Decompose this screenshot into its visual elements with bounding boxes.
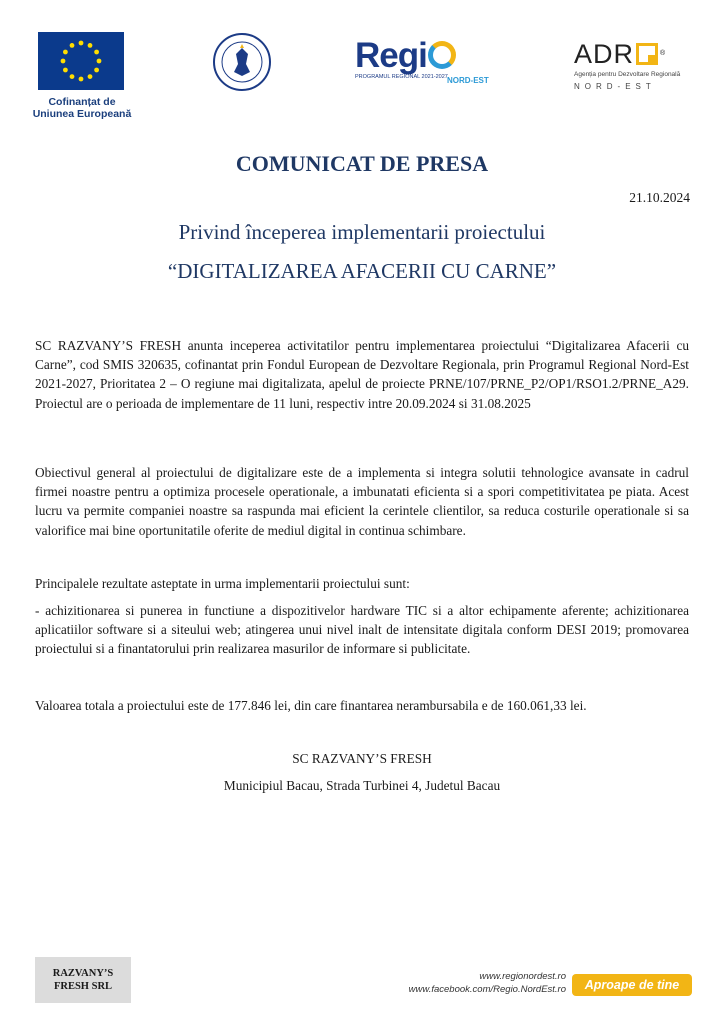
page-title: COMUNICAT DE PRESA — [235, 151, 489, 176]
adr-logo — [574, 40, 694, 100]
regio-o-icon — [428, 41, 456, 69]
regio-region-text: NORD-EST — [447, 76, 489, 85]
eu-text-line1: Cofinanțat de — [48, 96, 116, 108]
logo-bar — [0, 30, 724, 120]
footer-facebook-link[interactable]: www.facebook.com/Regio.NordEst.ro — [408, 984, 566, 995]
adr-region-text: NORD-EST — [574, 82, 656, 91]
eu-cofinancing-text — [32, 96, 132, 120]
paragraph-intro: SC RAZVANY’S FRESH anunta inceperea activitatilor pentru implementarea proiectului “Digitalizarea Afacerii cu Carne”, cod SMIS 320635, cofinantat prin Fondul European de Dezvoltare Regionala, prin Programul Regional Nord-Est 2021-2027, Prioritatea 2 – O regiune mai digitalizata, apelul de proiecte PRNE/107/PRNE_P2/OP1/RSO1.2/PRNE_A29. Proiectul are o perioada de implementare de 11 luni, respectiv intre 20.09.2024 si 31.08.2025 — [35, 338, 689, 411]
adr-wordmark: ADR — [574, 39, 635, 69]
eu-text-line2: Uniunea Europeană — [32, 108, 132, 120]
signature-company: SC RAZVANY’S FRESH — [292, 751, 432, 766]
footer-links — [390, 970, 566, 996]
paragraph-results-heading: Principalele rezultate asteptate in urma implementarii proiectului sunt: — [35, 576, 410, 591]
adr-agency-text: Agenția pentru Dezvoltare Regională — [574, 71, 681, 78]
footer-tagline-badge: Aproape de tine — [572, 974, 692, 996]
regio-program-text: PROGRAMUL REGIONAL 2021-2027 — [355, 74, 448, 80]
paragraph-objective: Obiectivul general al proiectului de digitalizare este de a implementa si integra solutii tehnologice avansate in cadrul firmei noastre pentru a optimiza procesele operationale, a imbunatati eficienta si a spori competitivitatea pe piata. Acest lucru va permite companiei noastre sa raspunda mai eficient la cerintele clientilor, sa reduca costurile operationale si sa valorifice mai bine oportunitatile oferite de mediul digital in continua schimbare. — [35, 465, 689, 538]
stamp-line2: FRESH SRL — [53, 981, 113, 992]
eu-flag-icon — [38, 32, 124, 90]
government-seal-icon — [212, 32, 272, 92]
subtitle-project-name: “DIGITALIZAREA AFACERII CU CARNE” — [167, 259, 557, 283]
eu-logo — [32, 32, 132, 120]
footer-website-link[interactable]: www.regionordest.ro — [479, 971, 566, 982]
paragraph-value: Valoarea totala a proiectului este de 177.846 lei, din care finantarea nerambursabila e de 160.061,33 lei. — [35, 698, 587, 713]
paragraph-results: - achizitionarea si punerea in functiune a dispozitivelor hardware TIC si a altor echipamente aferente; achizitionarea aplicatiilor software si a siteului web; atingerea unui nivel inalt de intensitate digitala conform DESI 2019; promovarea proiectului si a finantatorului prin realizarea masurilor de informare si publicitate. — [35, 603, 689, 657]
regio-logo — [355, 38, 495, 94]
press-date: 21.10.2024 — [629, 190, 690, 205]
signature-address: Municipiul Bacau, Strada Turbinei 4, Judetul Bacau — [223, 778, 501, 793]
stamp-line1: RAZVANY’S — [52, 968, 114, 979]
registered-icon: ® — [660, 50, 667, 57]
adr-square-icon — [636, 43, 658, 65]
subtitle-line1: Privind începerea implementarii proiectului — [178, 220, 546, 244]
company-stamp — [35, 957, 131, 1003]
regio-wordmark: Regi — [355, 36, 427, 75]
